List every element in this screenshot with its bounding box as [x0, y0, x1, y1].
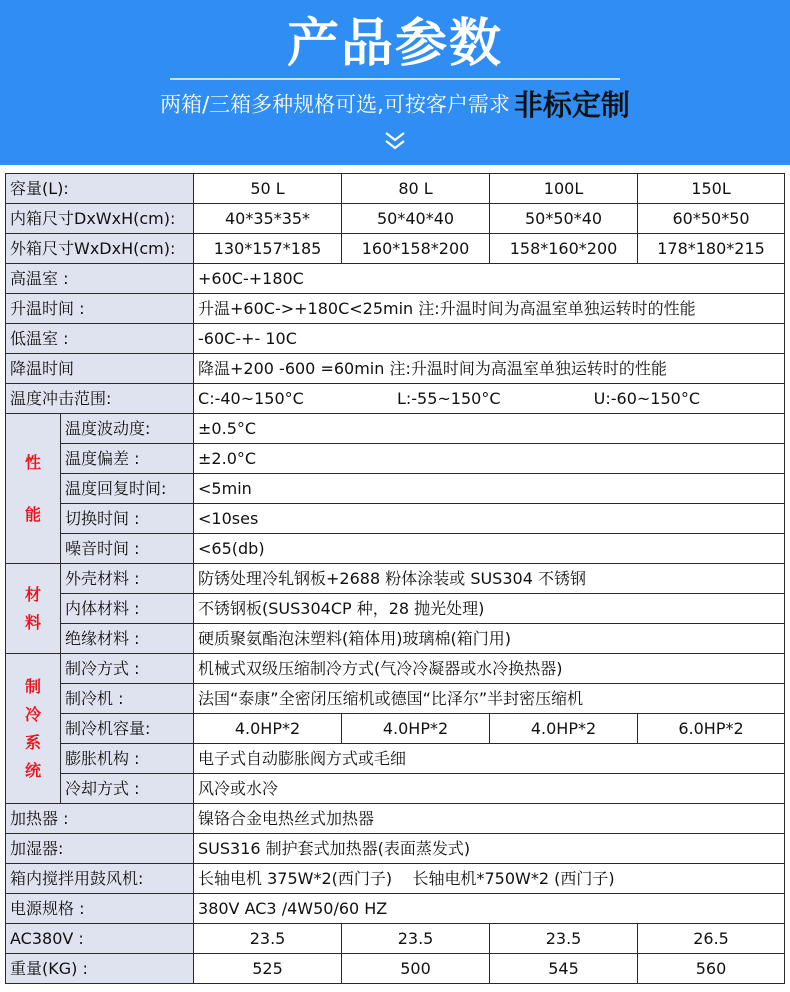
- perf-label: 温度偏差 :: [61, 444, 194, 474]
- cooling-value: 风冷或水冷: [194, 774, 785, 804]
- cooling-label: 冷却方式 :: [61, 774, 194, 804]
- table-row: [6, 354, 785, 384]
- table-row: [6, 414, 785, 444]
- outer-size-value: 160*158*200: [342, 234, 490, 264]
- fan-value: 长轴电机 375W*2(西门子): [198, 868, 393, 888]
- table-row: [6, 534, 785, 564]
- compressor-capacity-label: 制冷机容量:: [61, 714, 194, 744]
- heat-time-value: 升温+60C->+180C<25min 注:升温时间为高温室单独运转时的性能: [194, 294, 785, 324]
- table-row: [6, 684, 785, 714]
- table-row: [6, 174, 785, 204]
- ac380-value: 23.5: [342, 924, 490, 954]
- expansion-value: 电子式自动膨胀阀方式或毛细: [194, 744, 785, 774]
- humidifier-value: SUS316 制护套式加热器(表面蒸发式): [194, 834, 785, 864]
- weight-label: 重量(KG) :: [6, 954, 194, 984]
- fan-values: [194, 864, 785, 894]
- material-label: 绝缘材料 :: [61, 624, 194, 654]
- heater-label: 加热器 :: [6, 804, 194, 834]
- inner-size-value: 40*35*35*: [194, 204, 342, 234]
- capacity-value: 150L: [638, 174, 785, 204]
- table-row: [6, 594, 785, 624]
- table-row: [6, 924, 785, 954]
- outer-size-value: 158*160*200: [490, 234, 638, 264]
- weight-value: 500: [342, 954, 490, 984]
- inner-size-value: 50*50*40: [490, 204, 638, 234]
- table-row: [6, 834, 785, 864]
- table-row: [6, 474, 785, 504]
- low-temp-value: -60C-+- 10C: [194, 324, 785, 354]
- perf-label: 噪音时间 :: [61, 534, 194, 564]
- weight-value: 560: [638, 954, 785, 984]
- material-value: 防锈处理冷轧钢板+2688 粉体涂装或 SUS304 不锈钢: [194, 564, 785, 594]
- capacity-value: 80 L: [342, 174, 490, 204]
- shock-range-values: [194, 384, 785, 414]
- shock-range-u: U:-60~150°C: [593, 388, 700, 408]
- perf-label: 切换时间 :: [61, 504, 194, 534]
- group-char: 能: [24, 504, 41, 524]
- group-refrigeration: [6, 654, 61, 804]
- table-row: [6, 564, 785, 594]
- outer-size-label: 外箱尺寸WxDxH(cm):: [6, 234, 194, 264]
- expansion-label: 膨胀机构 :: [61, 744, 194, 774]
- table-row: [6, 894, 785, 924]
- table-row: [6, 774, 785, 804]
- perf-value: <10ses: [194, 504, 785, 534]
- page-title: 产品参数: [286, 14, 503, 74]
- subtitle-text: 两箱/三箱多种规格可选,可按客户需求: [160, 92, 510, 117]
- group-char: 料: [24, 612, 41, 632]
- title-divider: [170, 78, 620, 80]
- refrig-method-label: 制冷方式 :: [61, 654, 194, 684]
- compressor-capacity-value: 4.0HP*2: [490, 714, 638, 744]
- inner-size-value: 50*40*40: [342, 204, 490, 234]
- group-char: 材: [24, 584, 41, 604]
- ac380-value: 23.5: [194, 924, 342, 954]
- table-row: [6, 864, 785, 894]
- group-char: 系: [24, 732, 41, 752]
- shock-range-l: L:-55~150°C: [396, 388, 501, 408]
- power-value: 380V AC3 /4W50/60 HZ: [194, 894, 785, 924]
- high-temp-value: +60C-+180C: [194, 264, 785, 294]
- subtitle: [0, 82, 790, 127]
- group-char: 制: [24, 676, 41, 696]
- shock-range-label: 温度冲击范围:: [6, 384, 194, 414]
- table-row: [6, 654, 785, 684]
- perf-value: ±2.0°C: [194, 444, 785, 474]
- high-temp-label: 高温室 :: [6, 264, 194, 294]
- low-temp-label: 低温室 :: [6, 324, 194, 354]
- subtitle-highlight: 非标定制: [513, 87, 630, 122]
- compressor-value: 法国“泰康”全密闭压缩机或德国“比泽尔”半封密压缩机: [194, 684, 785, 714]
- weight-value: 545: [490, 954, 638, 984]
- table-row: [6, 444, 785, 474]
- table-row: [6, 294, 785, 324]
- inner-size-label: 内箱尺寸DxWxH(cm):: [6, 204, 194, 234]
- perf-label: 温度回复时间:: [61, 474, 194, 504]
- outer-size-value: 178*180*215: [638, 234, 785, 264]
- inner-size-value: 60*50*50: [638, 204, 785, 234]
- table-row: [6, 264, 785, 294]
- ac380-value: 23.5: [490, 924, 638, 954]
- capacity-value: 50 L: [194, 174, 342, 204]
- table-row: [6, 624, 785, 654]
- table-row: [6, 804, 785, 834]
- table-row: [6, 714, 785, 744]
- group-char: 统: [24, 760, 41, 780]
- capacity-label: 容量(L):: [6, 174, 194, 204]
- power-label: 电源规格 :: [6, 894, 194, 924]
- fan-value: 长轴电机*750W*2 (西门子): [412, 868, 615, 888]
- capacity-value: 100L: [490, 174, 638, 204]
- table-row: [6, 204, 785, 234]
- table-row: [6, 384, 785, 414]
- fan-label: 箱内搅拌用鼓风机:: [6, 864, 194, 894]
- cool-time-value: 降温+200 -600 =60min 注:升温时间为高温室单独运转时的性能: [194, 354, 785, 384]
- table-row: [6, 504, 785, 534]
- material-label: 内体材料 :: [61, 594, 194, 624]
- compressor-capacity-value: 4.0HP*2: [342, 714, 490, 744]
- table-row: [6, 954, 785, 984]
- material-value: 不锈钢板(SUS304CP 种，28 抛光处理): [194, 594, 785, 624]
- refrig-method-value: 机械式双级压缩制冷方式(气冷冷凝器或水冷换热器): [194, 654, 785, 684]
- header-banner: [0, 0, 790, 165]
- group-material: [6, 564, 61, 654]
- shock-range-c: C:-40~150°C: [198, 388, 304, 408]
- compressor-capacity-value: 6.0HP*2: [638, 714, 785, 744]
- group-char: 冷: [24, 704, 41, 724]
- cool-time-label: 降温时间: [6, 354, 194, 384]
- material-value: 硬质聚氨酯泡沫塑料(箱体用)玻璃棉(箱门用): [194, 624, 785, 654]
- table-row: [6, 744, 785, 774]
- weight-value: 525: [194, 954, 342, 984]
- outer-size-value: 130*157*185: [194, 234, 342, 264]
- humidifier-label: 加湿器:: [6, 834, 194, 864]
- chevron-down-icon: [383, 130, 407, 152]
- heat-time-label: 升温时间 :: [6, 294, 194, 324]
- table-row: [6, 324, 785, 354]
- material-label: 外壳材料 :: [61, 564, 194, 594]
- ac380-label: AC380V :: [6, 924, 194, 954]
- compressor-label: 制冷机 :: [61, 684, 194, 714]
- perf-label: 温度波动度:: [61, 414, 194, 444]
- table-row: [6, 234, 785, 264]
- ac380-value: 26.5: [638, 924, 785, 954]
- perf-value: ±0.5°C: [194, 414, 785, 444]
- group-char: 性: [24, 452, 41, 472]
- spec-table: [5, 173, 785, 984]
- heater-value: 镍铬合金电热丝式加热器: [194, 804, 785, 834]
- perf-value: <5min: [194, 474, 785, 504]
- compressor-capacity-value: 4.0HP*2: [194, 714, 342, 744]
- perf-value: <65(db): [194, 534, 785, 564]
- group-performance: [6, 414, 61, 564]
